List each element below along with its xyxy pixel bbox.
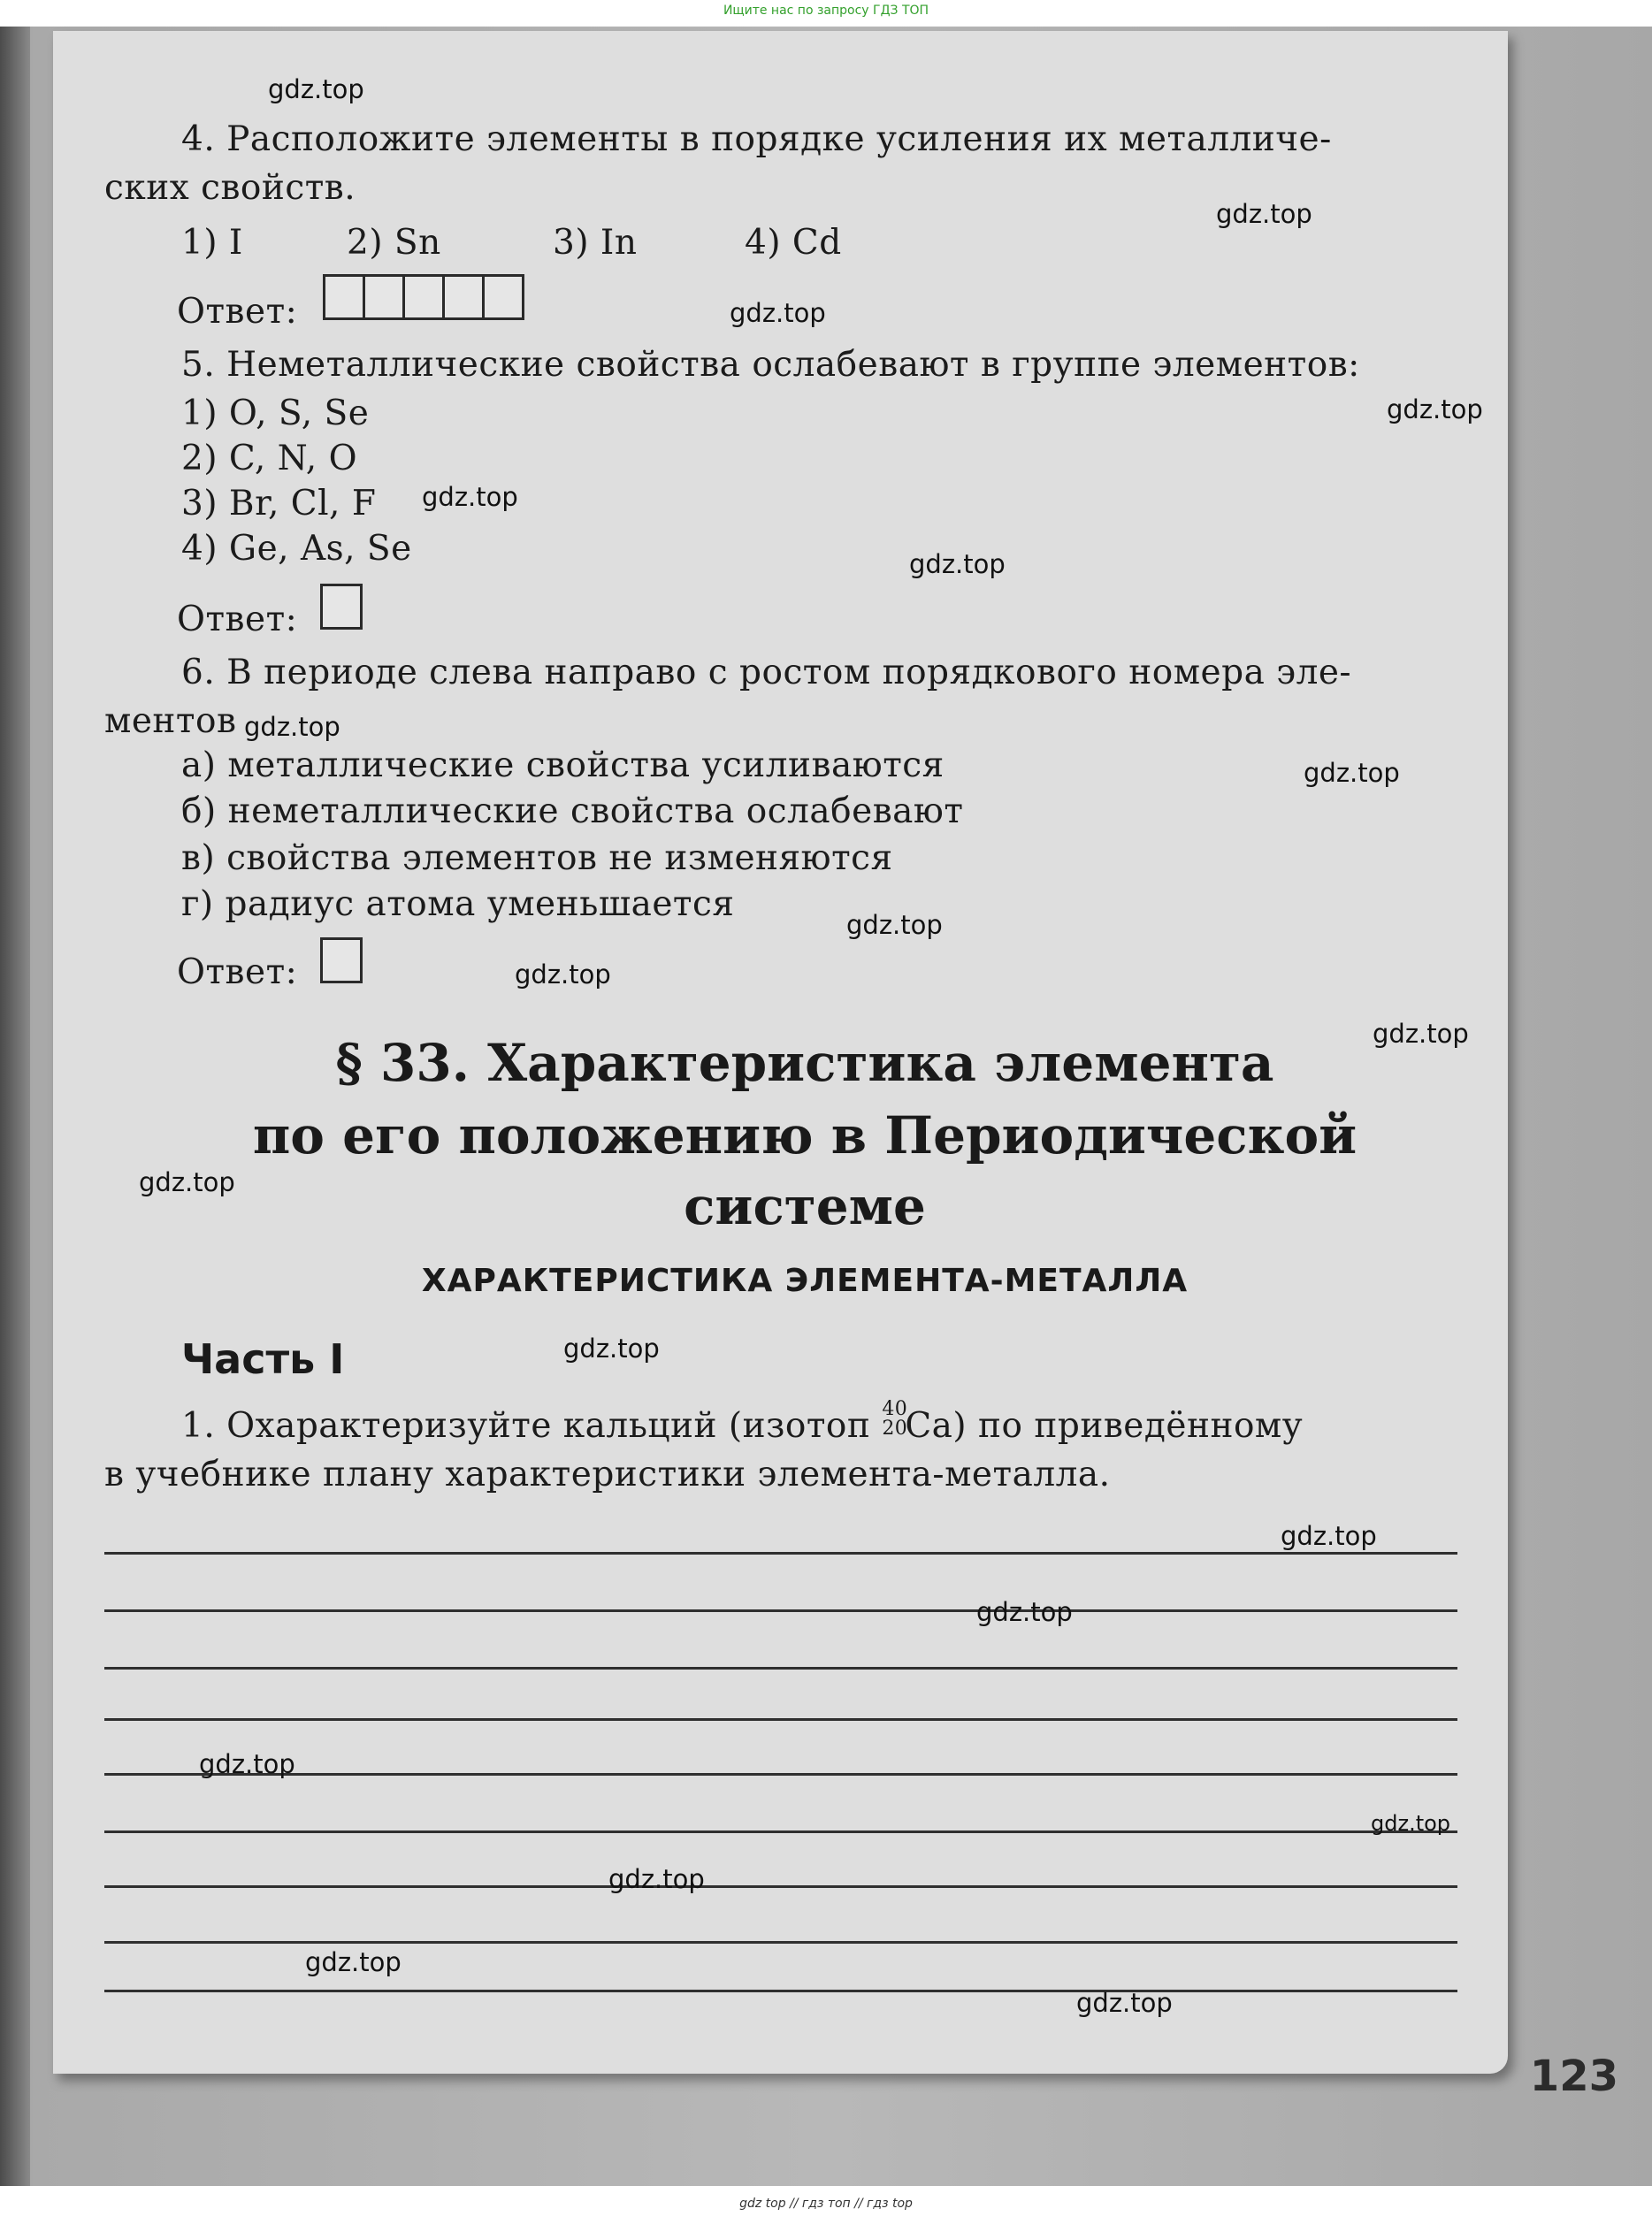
top-banner: Ищите нас по запросу ГДЗ ТОП — [723, 4, 929, 18]
task5-question: 5. Неметаллические свойства ослабевают в группе элементов: — [181, 345, 1360, 385]
task6-option-a: а) металлические свойства усиливаются — [181, 745, 945, 785]
watermark: gdz.top — [1304, 758, 1400, 788]
watermark: gdz.top — [1371, 1811, 1451, 1836]
task5-option-2: 2) C, N, O — [181, 439, 358, 478]
section-subtitle: ХАРАКТЕРИСТИКА ЭЛЕМЕНТА-МЕТАЛЛА — [421, 1263, 1189, 1299]
task4-question-line1: 4. Расположите элементы в порядке усиления их металличе- — [181, 119, 1332, 159]
answer-write-line-3[interactable] — [104, 1667, 1457, 1670]
section-title-line3: системе — [684, 1176, 926, 1236]
task5-option-3: 3) Br, Cl, F — [181, 484, 377, 524]
answer-write-line-5[interactable] — [104, 1773, 1457, 1776]
task4-option-4: 4) Cd — [745, 223, 842, 263]
answer-write-line-8[interactable] — [104, 1941, 1457, 1944]
bottom-banner: gdz top // гдз топ // гдз top — [739, 2197, 913, 2211]
answer-write-line-7[interactable] — [104, 1885, 1457, 1888]
answer-write-line-9[interactable] — [104, 1990, 1457, 1992]
task5-option-4: 4) Ge, As, Se — [181, 529, 412, 569]
part1-task1-line1 — [181, 1398, 1304, 1446]
task5-answer-label: Ответ: — [177, 600, 298, 639]
task4-answer-box-4[interactable] — [442, 274, 485, 320]
part1-task1-line2: в учебнике плану характеристики элемента-металла. — [104, 1455, 1111, 1494]
section-title-line2: по его положению в Периодической — [252, 1105, 1358, 1165]
watermark: gdz.top — [244, 712, 340, 742]
watermark: gdz.top — [730, 298, 826, 328]
watermark: gdz.top — [268, 74, 364, 104]
task4-answer-label: Ответ: — [177, 292, 298, 332]
watermark: gdz.top — [422, 482, 518, 512]
page-number: 123 — [1529, 2052, 1618, 2101]
watermark: gdz.top — [515, 959, 611, 990]
answer-write-line-6[interactable] — [104, 1830, 1457, 1833]
part-heading: Часть I — [181, 1335, 345, 1383]
watermark: gdz.top — [976, 1597, 1073, 1627]
task4-answer-box-1[interactable] — [323, 274, 365, 320]
task4-answer-box-2[interactable] — [363, 274, 405, 320]
task4-answer-box-5[interactable] — [482, 274, 524, 320]
book-spine — [0, 27, 30, 2186]
task6-answer-label: Ответ: — [177, 952, 298, 992]
isotope-mass: 40 — [882, 1398, 908, 1420]
task5-answer-box[interactable] — [320, 584, 363, 630]
answer-write-line-4[interactable] — [104, 1718, 1457, 1721]
watermark: gdz.top — [199, 1749, 295, 1779]
task6-question-line1: 6. В периоде слева направо с ростом порядкового номера эле- — [181, 653, 1352, 692]
watermark: gdz.top — [563, 1334, 660, 1364]
section-title-line1: § 33. Характеристика элемента — [335, 1033, 1274, 1093]
task6-option-v: в) свойства элементов не изменяются — [181, 838, 893, 878]
watermark: gdz.top — [846, 910, 943, 940]
watermark: gdz.top — [909, 549, 1006, 579]
watermark: gdz.top — [1216, 199, 1312, 229]
watermark: gdz.top — [139, 1167, 235, 1197]
task4-option-3: 3) In — [553, 223, 638, 263]
task4-answer-box-3[interactable] — [402, 274, 445, 320]
task6-option-b: б) неметаллические свойства ослабевают — [181, 791, 964, 831]
answer-write-line-2[interactable] — [104, 1609, 1457, 1612]
task6-answer-box[interactable] — [320, 937, 363, 983]
answer-write-line-1[interactable] — [104, 1552, 1457, 1555]
part1-task1-line1-end: Ca) по приведённому — [905, 1406, 1304, 1446]
task5-option-1: 1) O, S, Se — [181, 394, 370, 433]
isotope-number: 20 — [882, 1418, 908, 1440]
watermark: gdz.top — [608, 1864, 705, 1894]
watermark: gdz.top — [1387, 394, 1483, 424]
task4-question-line2: ских свойств. — [104, 168, 356, 208]
watermark: gdz.top — [1076, 1988, 1173, 2018]
task6-option-g: г) радиус атома уменьшается — [181, 884, 735, 924]
task6-question-line2: ментов — [104, 701, 237, 741]
isotope-notation — [882, 1398, 908, 1441]
watermark: gdz.top — [1373, 1019, 1469, 1049]
task4-option-2: 2) Sn — [347, 223, 441, 263]
task4-option-1: 1) I — [181, 223, 243, 263]
watermark: gdz.top — [305, 1947, 402, 1977]
watermark: gdz.top — [1281, 1521, 1377, 1551]
part1-task1-line1-start: 1. Охарактеризуйте кальций (изотоп — [181, 1406, 883, 1446]
